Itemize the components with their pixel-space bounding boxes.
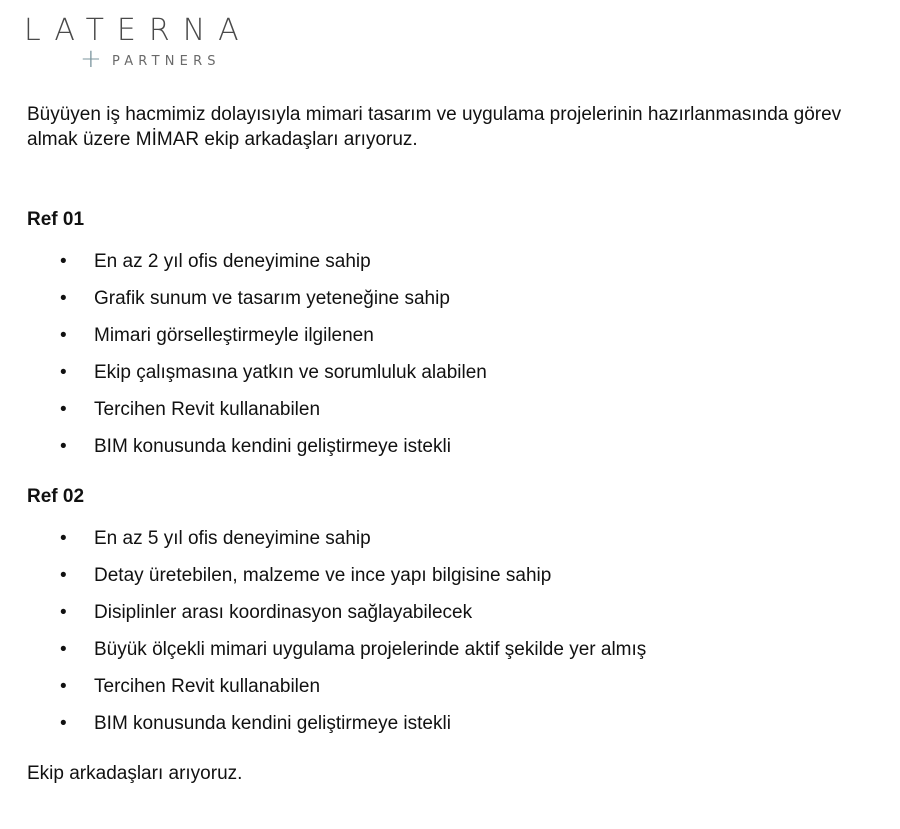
intro-paragraph: Büyüyen iş hacmimiz dolayısıyla mimari tasarım ve uygulama projelerinin hazırlanmasında görev almak üzere MİMAR ekip arkadaşları arıyoruz. <box>27 104 842 150</box>
logo-plus-icon: + <box>80 44 102 74</box>
bullet-icon: • <box>60 528 67 549</box>
list-item-text: Grafik sunum ve tasarım yeteneğine sahip <box>94 288 450 309</box>
bullet-icon: • <box>60 639 67 660</box>
ref-02-heading: Ref 02 <box>27 486 85 507</box>
list-item-text: BIM konusunda kendini geliştirmeye istekli <box>94 713 451 734</box>
bullet-icon: • <box>60 362 67 383</box>
logo-subtitle: PARTNERS <box>112 54 221 69</box>
list-item <box>0 436 487 473</box>
list-item-text: Tercihen Revit kullanabilen <box>94 399 321 420</box>
list-item <box>0 713 646 750</box>
list-item <box>0 362 487 399</box>
ref-01-heading: Ref 01 <box>27 209 85 230</box>
list-item <box>0 251 487 288</box>
list-item <box>0 528 646 565</box>
bullet-icon: • <box>60 565 67 586</box>
bullet-icon: • <box>60 325 67 346</box>
list-item <box>0 676 646 713</box>
list-item <box>0 639 646 676</box>
bullet-icon: • <box>60 399 67 420</box>
list-item-text: BIM konusunda kendini geliştirmeye istekli <box>94 436 451 457</box>
ref-02-requirements-list <box>0 528 646 750</box>
list-item-text: Detay üretebilen, malzeme ve ince yapı bilgisine sahip <box>94 565 552 586</box>
list-item <box>0 602 646 639</box>
list-item-text: En az 5 yıl ofis deneyimine sahip <box>94 528 371 549</box>
bullet-icon: • <box>60 288 67 309</box>
bullet-icon: • <box>60 251 67 272</box>
company-logo <box>24 13 252 74</box>
closing-text: Ekip arkadaşları arıyoruz. <box>27 763 243 784</box>
bullet-icon: • <box>60 676 67 697</box>
list-item-text: En az 2 yıl ofis deneyimine sahip <box>94 251 371 272</box>
ref-01-requirements-list <box>0 251 487 473</box>
bullet-icon: • <box>60 602 67 623</box>
bullet-icon: • <box>60 713 67 734</box>
bullet-icon: • <box>60 436 67 457</box>
list-item <box>0 565 646 602</box>
list-item <box>0 325 487 362</box>
list-item-text: Büyük ölçekli mimari uygulama projelerinde aktif şekilde yer almış <box>94 639 647 660</box>
list-item-text: Disiplinler arası koordinasyon sağlayabilecek <box>94 602 473 623</box>
list-item-text: Mimari görselleştirmeyle ilgilenen <box>94 325 374 346</box>
logo-wordmark: LATERNA <box>24 13 252 48</box>
list-item-text: Tercihen Revit kullanabilen <box>94 676 321 697</box>
list-item <box>0 288 487 325</box>
list-item-text: Ekip çalışmasına yatkın ve sorumluluk alabilen <box>94 362 487 383</box>
list-item <box>0 399 487 436</box>
